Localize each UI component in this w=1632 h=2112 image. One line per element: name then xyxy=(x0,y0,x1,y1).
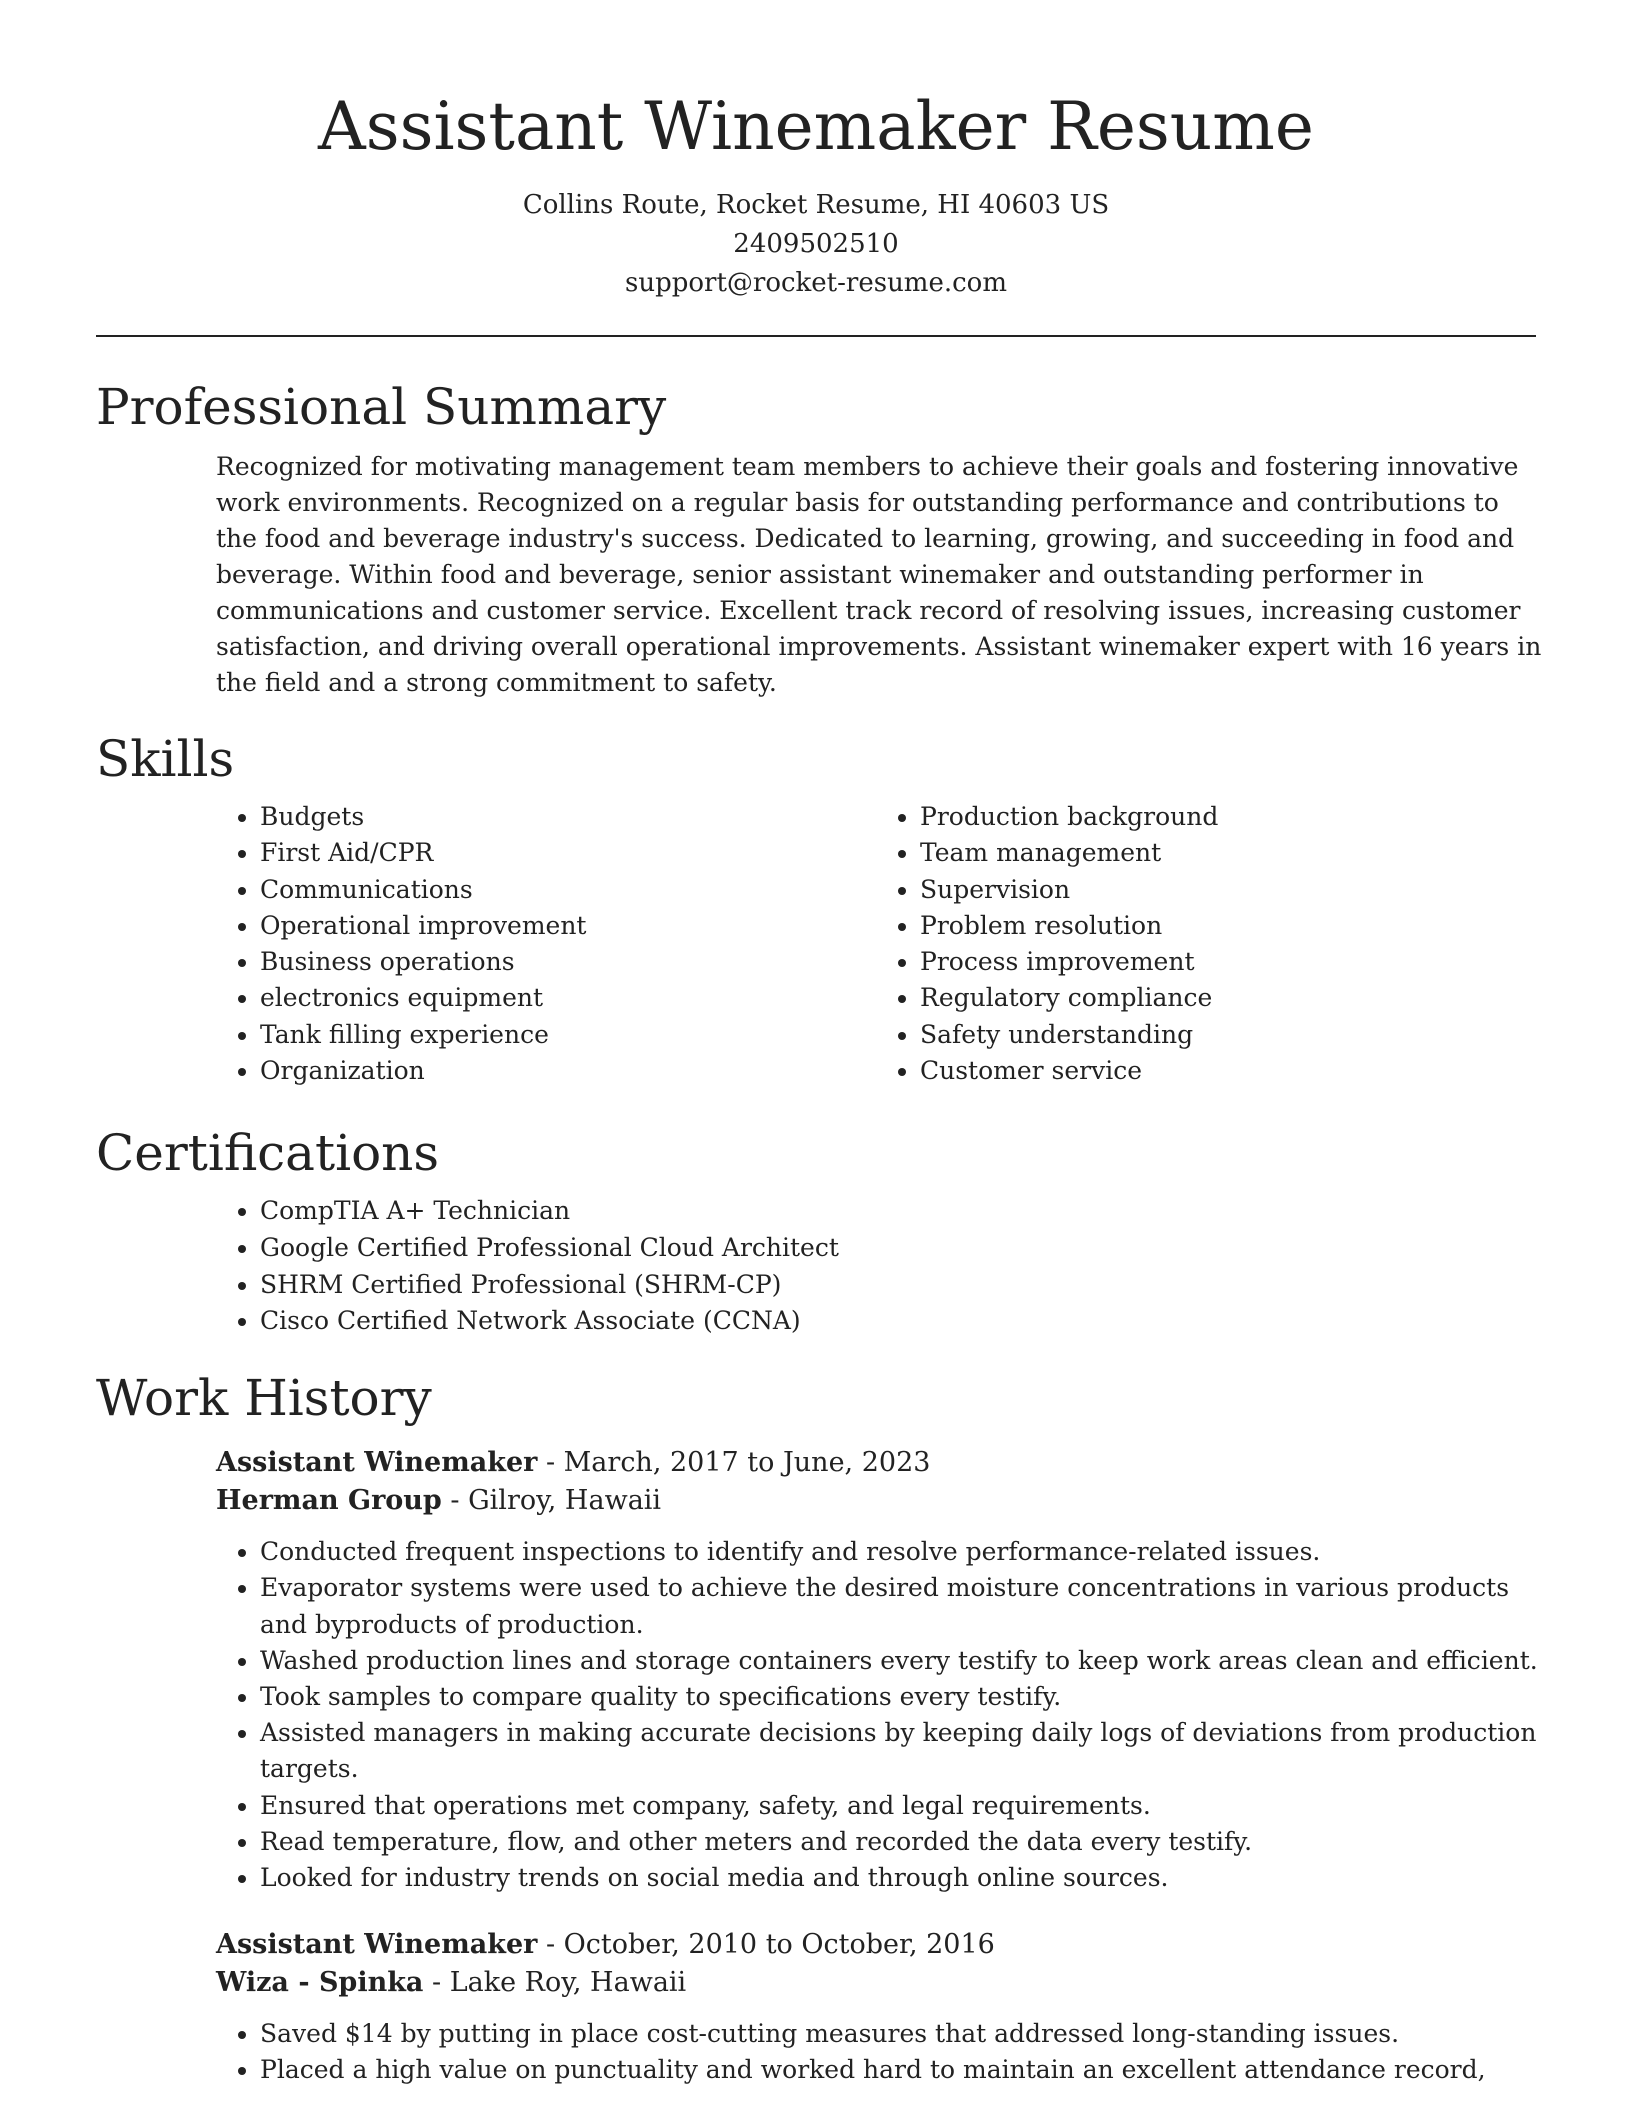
certifications-list xyxy=(216,1193,1536,1340)
job-bullet: • Ensured that operations met company, safety, and legal requirements. xyxy=(260,1788,1546,1824)
skill-item: • First Aid/CPR xyxy=(260,835,876,871)
contact-email: support@rocket-resume.com xyxy=(624,268,1007,298)
skill-item: • Team management xyxy=(920,835,1536,871)
job-entry xyxy=(216,1444,1536,1896)
certification-item: • Cisco Certified Network Associate (CCNA) xyxy=(260,1303,1536,1340)
job-bullet: • Looked for industry trends on social media and through online sources. xyxy=(260,1860,1546,1896)
job-company: Wiza - Spinka xyxy=(216,1967,424,1999)
job-bullet: • Saved $14 by putting in place cost-cutting measures that addressed long-standing issues. xyxy=(260,2016,1546,2052)
skill-item: • Supervision xyxy=(920,872,1536,908)
resume-page xyxy=(96,0,1542,2089)
certification-item: • CompTIA A+ Technician xyxy=(260,1193,1536,1230)
skills-grid xyxy=(216,799,1536,1089)
certification-item: • SHRM Certified Professional (SHRM-CP) xyxy=(260,1267,1536,1304)
skill-item: • Budgets xyxy=(260,799,876,835)
job-title-line xyxy=(216,1444,1536,1482)
job-location: - Gilroy, Hawaii xyxy=(441,1485,662,1517)
skill-item: • Regulatory compliance xyxy=(920,980,1536,1016)
job-title: Assistant Winemaker xyxy=(216,1929,538,1961)
contact-phone: 2409502510 xyxy=(733,229,899,259)
summary-text: Recognized for motivating management team members to achieve their goals and fostering innovative work environments. Recognized on a regular basis for outstanding performance and contributions to the food and beverage industry's success. Dedicated to learning, growing, and succeeding in food and beverage. Within food and beverage, senior assistant winemaker and outstanding performer in communications and customer service. Excellent track record of resolving issues, increasing customer satisfaction, and driving overall operational improvements. Assistant winemaker expert with 16 years in the field and a strong commitment to safety. xyxy=(216,452,1542,697)
job-entry xyxy=(216,1926,1536,2088)
job-bullet: • Assisted managers in making accurate decisions by keeping daily logs of deviations from production targets. xyxy=(260,1715,1546,1787)
job-dates: - March, 2017 to June, 2023 xyxy=(537,1447,931,1479)
job-bullet: • Took samples to compare quality to specifications every testify. xyxy=(260,1679,1546,1715)
job-title-line xyxy=(216,1926,1536,1964)
job-bullets xyxy=(216,2016,1546,2088)
skill-item: • electronics equipment xyxy=(260,980,876,1016)
job-bullet: • Conducted frequent inspections to identify and resolve performance-related issues. xyxy=(260,1534,1546,1570)
skill-item: • Tank filling experience xyxy=(260,1017,876,1053)
job-bullet: • Evaporator systems were used to achieve the desired moisture concentrations in various products and byproducts of production. xyxy=(260,1570,1546,1642)
skill-item: • Customer service xyxy=(920,1053,1536,1089)
header-divider xyxy=(96,335,1536,337)
skills-column-left xyxy=(216,799,876,1089)
skill-item: • Operational improvement xyxy=(260,908,876,944)
skills-column-right xyxy=(876,799,1536,1089)
job-dates: - October, 2010 to October, 2016 xyxy=(537,1929,995,1961)
contact-block xyxy=(96,186,1536,303)
job-bullet: • Washed production lines and storage containers every testify to keep work areas clean and efficient. xyxy=(260,1643,1546,1679)
job-company: Herman Group xyxy=(216,1485,442,1517)
skill-item: • Business operations xyxy=(260,944,876,980)
certification-item: • Google Certified Professional Cloud Architect xyxy=(260,1230,1536,1267)
job-company-line xyxy=(216,1964,1536,2002)
skill-item: • Organization xyxy=(260,1053,876,1089)
skill-item: • Problem resolution xyxy=(920,908,1536,944)
skills-heading: Skills xyxy=(96,730,235,788)
job-bullet: • Read temperature, flow, and other meters and recorded the data every testify. xyxy=(260,1824,1546,1860)
job-location: - Lake Roy, Hawaii xyxy=(423,1967,687,1999)
work-history-heading: Work History xyxy=(96,1369,432,1428)
contact-address: Collins Route, Rocket Resume, HI 40603 US xyxy=(522,190,1110,220)
job-company-line xyxy=(216,1482,1536,1520)
job-bullet: • Placed a high value on punctuality and worked hard to maintain an excellent attendance record, xyxy=(260,2052,1546,2088)
skill-item: • Safety understanding xyxy=(920,1017,1536,1053)
resume-title: Assistant Winemaker Resume xyxy=(318,88,1314,165)
job-bullets xyxy=(216,1534,1546,1896)
skill-item: • Process improvement xyxy=(920,944,1536,980)
summary-heading: Professional Summary xyxy=(96,378,667,436)
skill-item: • Communications xyxy=(260,872,876,908)
skill-item: • Production background xyxy=(920,799,1536,835)
certifications-heading: Certifications xyxy=(96,1124,440,1183)
job-title: Assistant Winemaker xyxy=(216,1447,538,1479)
